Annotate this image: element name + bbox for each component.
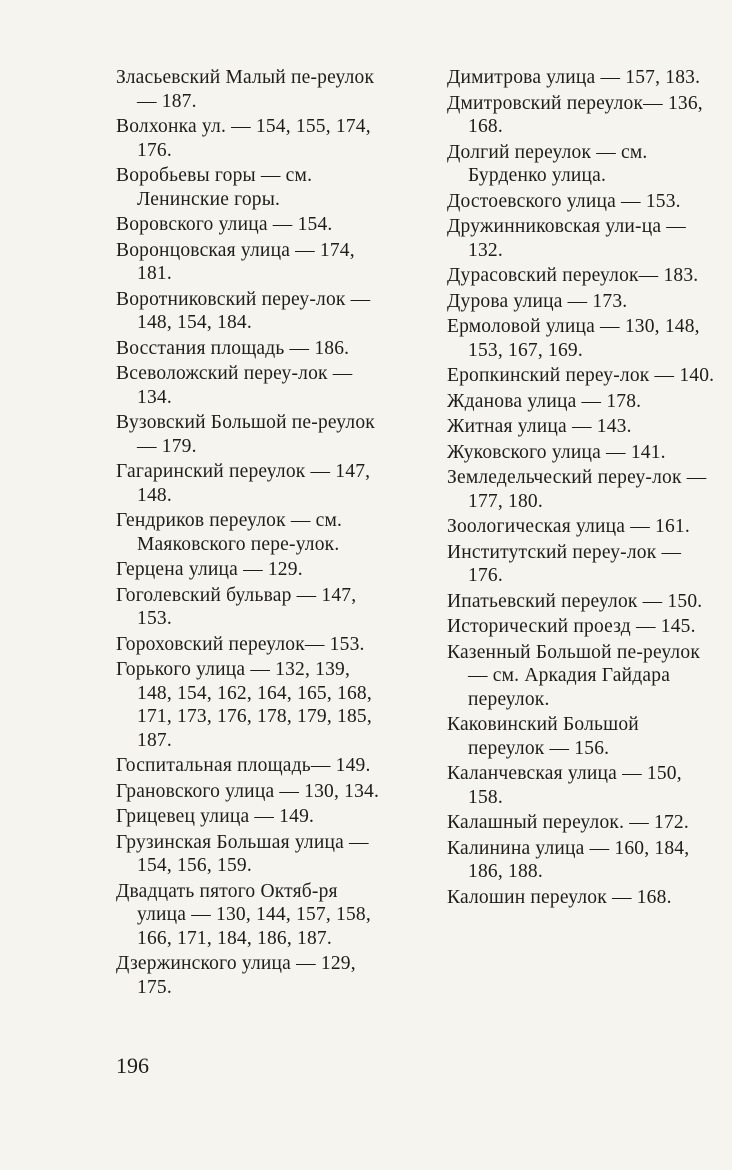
index-entry: Достоевского улица — 153. [447, 190, 681, 212]
index-entry: Земледельческий переу-лок — 177, 180. [447, 467, 707, 512]
index-entry: Вузовский Большой пе-реулок — 179. [116, 412, 375, 457]
index-entry: Дружинниковская ули-ца — 132. [447, 216, 686, 261]
index-entry: Грицевец улица — 149. [116, 806, 315, 827]
index-entry: Гендриков переулок — см. Маяковского пере-улок. [116, 510, 343, 555]
index-entry: Всеволожский переу-лок — 134. [116, 363, 353, 408]
index-entry: Жданова улица — 178. [447, 390, 642, 412]
index-entry: Институтский переу-лок — 176. [447, 541, 682, 586]
index-entry: Дмитровский переулок— 136, 168. [447, 92, 703, 137]
page-number: 196 [116, 1053, 149, 1078]
index-entry: Каланчевская улица — 150, 158. [447, 763, 682, 808]
index-entry: Житная улица — 143. [447, 416, 632, 437]
index-entry: Еропкинский переу-лок — 140. [447, 365, 715, 386]
index-entry: Гагаринский переулок — 147, 148. [116, 461, 371, 506]
index-entry: Госпитальная площадь— 149. [116, 755, 371, 776]
index-entry: Ипатьевский переулок — 150. [447, 590, 703, 612]
index-entry: Исторический проезд — 145. [447, 616, 696, 637]
index-entry: Грузинская Большая улица — 154, 156, 159. [116, 831, 369, 876]
index-column-left [116, 66, 388, 1001]
index-entry: Зоологическая улица — 161. [447, 516, 690, 537]
index-entry: Дурасовский переулок— 183. [447, 265, 699, 286]
index-entry: Воротниковский переу-лок — 148, 154, 184. [116, 288, 371, 333]
index-entry: Калинина улица — 160, 184, 186, 188. [447, 837, 690, 882]
index-entry: Долгий переулок — см. Бурденко улица. [447, 141, 648, 186]
index-entry: Димитрова улица — 157, 183. [447, 67, 701, 88]
index-entry: Гороховский переулок— 153. [116, 633, 365, 655]
index-entry: Горького улица — 132, 139, 148, 154, 162, 164, 165, 168, 171, 173, 176, 178, 179, 185, 187. [116, 659, 372, 751]
index-entry: Воробьевы горы — см. Ленинские горы. [116, 165, 313, 210]
index-entry: Герцена улица — 129. [116, 559, 303, 580]
index-entry: Каковинский Большой переулок — 156. [447, 714, 639, 759]
index-entry: Жуковского улица — 141. [447, 441, 666, 463]
index-entry: Ермоловой улица — 130, 148, 153, 167, 169. [447, 316, 700, 361]
index-entry: Воронцовская улица — 174, 181. [116, 239, 355, 284]
index-entry: Грановского улица — 130, 134. [116, 780, 380, 802]
index-entry: Двадцать пятого Октяб-ря улица — 130, 144, 157, 158, 166, 171, 184, 186, 187. [116, 880, 371, 949]
index-entry: Волхонка ул. — 154, 155, 174, 176. [116, 116, 371, 161]
index-column-right [447, 66, 717, 911]
index-entry: Казенный Большой пе-реулок — см. Аркадия Гайдара переулок. [447, 641, 700, 710]
index-entry: Воровского улица — 154. [116, 214, 333, 235]
index-entry: Восстания площадь — 186. [116, 337, 350, 359]
index-entry: Дзержинского улица — 129, 175. [116, 953, 356, 998]
index-entry: Зласьевский Малый пе-реулок — 187. [116, 67, 375, 112]
index-entry: Калашный переулок. — 172. [447, 812, 689, 833]
index-entry: Дурова улица — 173. [447, 290, 628, 312]
index-entry: Калошин переулок — 168. [447, 886, 672, 908]
index-entry: Гоголевский бульвар — 147, 153. [116, 584, 357, 629]
